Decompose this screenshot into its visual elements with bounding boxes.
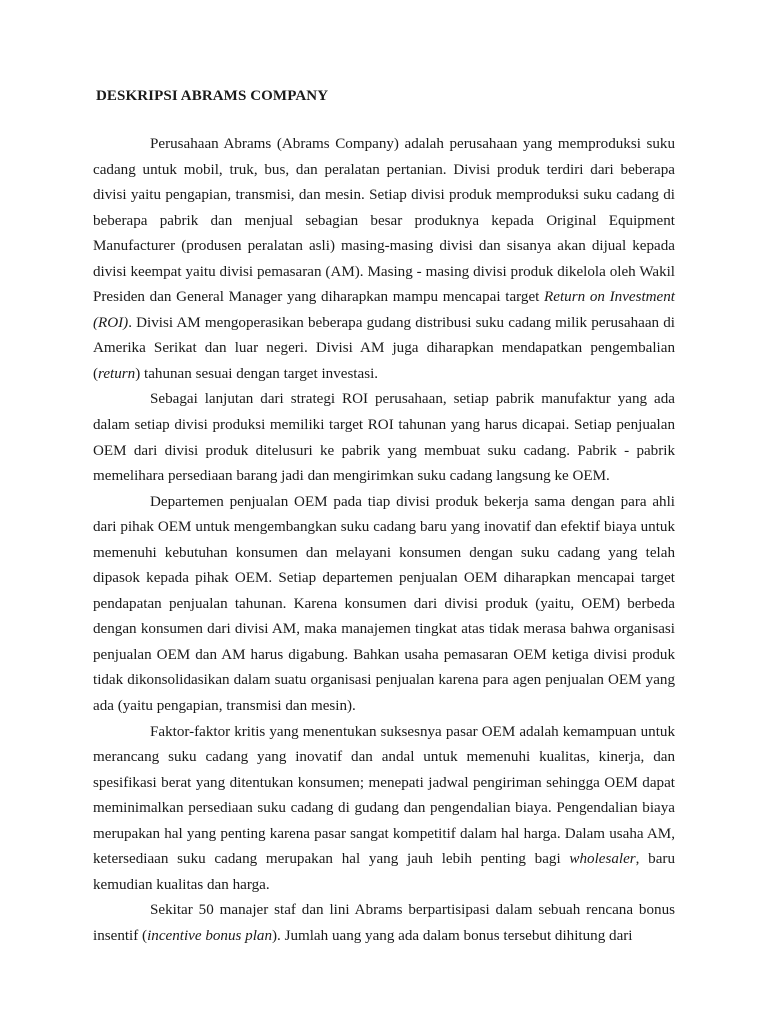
paragraph-text: Departemen penjualan OEM pada tiap divisi produk bekerja sama dengan para ahli dari pihak OEM untuk mengembangkan suku cadang baru yang inovatif dan efektif biaya untuk memenuhi kebutuhan konsumen dan melayani konsumen dengan suku cadang yang telah dipasok kepada pihak OEM. Setiap departemen penjualan OEM diharapkan mencapai target pendapatan penjualan tahunan. Karena konsumen dari divisi produk (yaitu, OEM) berbeda dengan konsumen dari divisi AM, maka manajemen tingkat atas tidak merasa bahwa organisasi penjualan OEM dan AM harus digabung. Bahkan usaha pemasaran OEM ketiga divisi produk tidak dikonsolidasikan dalam suatu organisasi penjualan karena para agen penjualan OEM yang ada (yaitu pengapian, transmisi dan mesin). — [93, 493, 675, 715]
paragraph-text: Sekitar 50 manajer staf dan lini Abrams berpartisipasi dalam sebuah rencana bonus insentif ( — [93, 902, 675, 944]
body-paragraph — [93, 490, 675, 720]
document-title: DESKRIPSI ABRAMS COMPANY — [96, 88, 329, 104]
paragraph-text: Perusahaan Abrams (Abrams Company) adalah perusahaan yang memproduksi suku cadang untuk mobil, truk, bus, dan peralatan pertanian. Divisi produk terdiri dari beberapa divisi yaitu pengapian, transmisi, dan mesin. Setiap divisi produk memproduksi suku cadang di beberapa pabrik dan menjual sebagian besar produknya kepada Original Equipment Manufacturer (produsen peralatan asli) masing-masing divisi dan sisanya akan dijual kepada divisi keempat yaitu divisi pemasaran (AM). Masing - masing divisi produk dikelola oleh Wakil Presiden dan General Manager yang diharapkan mampu mencapai target — [93, 136, 675, 306]
italic-term: wholesaler — [569, 851, 636, 868]
paragraph-text: ). Jumlah uang yang ada dalam bonus tersebut dihitung dari — [272, 927, 633, 944]
paragraph-text: ) tahunan sesuai dengan target investasi. — [135, 365, 379, 382]
paragraph-text: . Divisi AM mengoperasikan beberapa gudang distribusi suku cadang milik perusahaan di Amerika Serikat dan luar negeri. Divisi AM juga diharapkan mendapatkan pengembalian ( — [93, 314, 675, 382]
body-paragraph — [93, 132, 675, 387]
italic-term: incentive bonus plan — [147, 927, 272, 944]
paragraph-text: Sebagai lanjutan dari strategi ROI perusahaan, setiap pabrik manufaktur yang ada dalam setiap divisi produksi memiliki target ROI tahunan yang harus dicapai. Setiap penjualan OEM dari divisi produk ditelusuri ke pabrik yang membuat suku cadang. Pabrik - pabrik memelihara persediaan barang jadi dan mengirimkan suku cadang langsung ke OEM. — [93, 391, 675, 485]
document-body — [93, 132, 675, 950]
paragraph-text: Faktor-faktor kritis yang menentukan suksesnya pasar OEM adalah kemampuan untuk merancang suku cadang yang inovatif dan andal untuk memenuhi kualitas, kinerja, dan spesifikasi berat yang ditentukan konsumen; menepati jadwal pengiriman sehingga OEM dapat meminimalkan persediaan suku cadang di gudang dan pengendalian biaya. Pengendalian biaya merupakan hal yang penting karena pasar sangat kompetitif dalam hal harga. Dalam usaha AM, ketersediaan suku cadang merupakan hal yang jauh lebih penting bagi — [93, 723, 675, 868]
italic-term: Return on Investment (ROI) — [93, 289, 675, 331]
document-page — [93, 86, 675, 950]
body-paragraph — [93, 720, 675, 899]
paragraph-text: , baru kemudian kualitas dan harga. — [93, 851, 675, 893]
body-paragraph — [93, 898, 675, 949]
body-paragraph — [93, 387, 675, 489]
italic-term: return — [98, 365, 136, 382]
